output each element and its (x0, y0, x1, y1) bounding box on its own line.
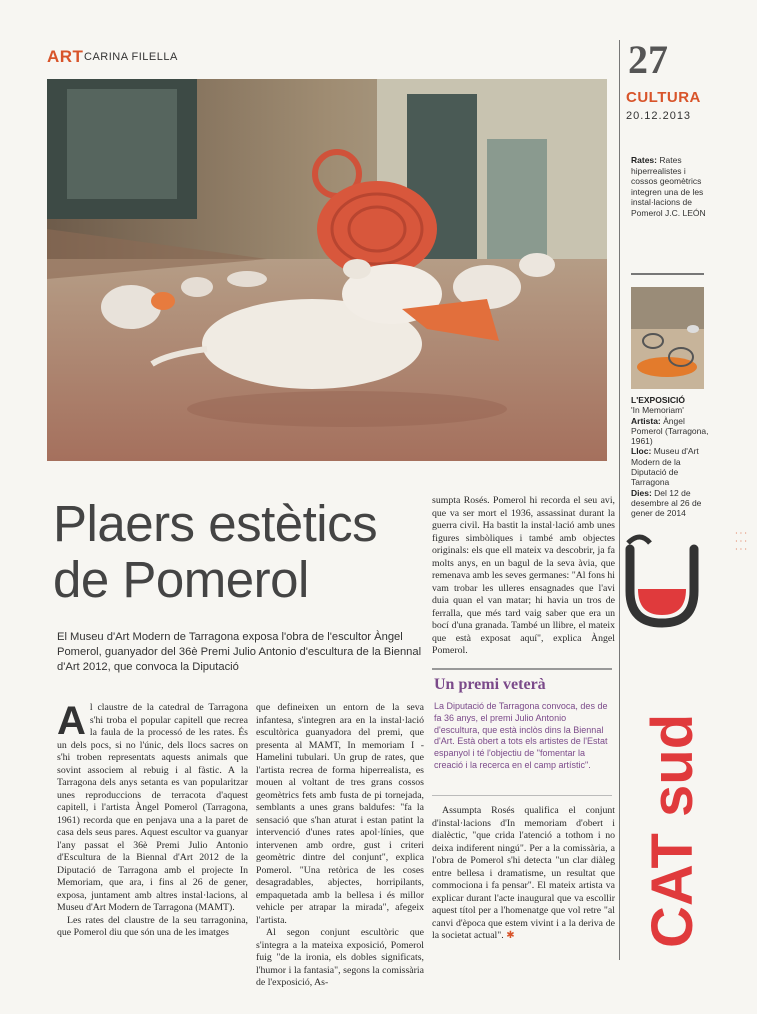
body-paragraph-text: Assumpta Rosés qualifica el conjunt d'instal·lacions d'In memoriam d'obert i dialèctic, "que crida l'atenció a tothom i no deixa indiferent ningú". Per a la comissària, a l'obra de Pomerol s'hi detecta "un clar diàleg entre bellesa i dramatisme, un resultat que commociona i fa pensar". El mateix artista va explicar durant l'acte inaugural que va escollir aquest títol per a l'homenatge que vol retre "al canvi d'època que estem vivint i a la deriva de la societat actual". (432, 805, 615, 941)
info-title: L'EXPOSICIÓ (631, 395, 685, 405)
headline-line-1: Plaers estètics (53, 495, 378, 552)
cat-sud-logo-text: CAT sud (642, 713, 702, 948)
info-artist: Àngel Pomerol (Tarragona, 1961) (631, 415, 709, 447)
body-column-3 (432, 495, 615, 658)
cat-sud-logo (642, 686, 702, 948)
issue-date: 20.12.2013 (626, 110, 692, 122)
photo-caption-label: Rates: (631, 155, 657, 165)
body-paragraph: que defineixen un entorn de la seva infantesa, s'integren ara en la instal·lació escultòrica guanyadora del premi, que presenta al MAMT, In memoriam I -Hamelini tubulari. Un grup de rates, que l'artista recrea de forma hiperrealista, es mouen al voltant de tres grans cossos geomètrics fets amb fusta de pi tornejada, semblants a unes grans baldufes: "fa la sensació que s'han aturat i estan patint la intervenció d'unes rates apol·línies, que intervenen amb ordre, gust i criteri geomètric dintre del conjunt", explica Pomerol. "Una retòrica de les coses desagradables, abjectes, horripilants, empaquetada amb la bellesa i és millor vehicle per atrapar la mirada", afegeix l'artista. (256, 702, 424, 926)
body-paragraph: Les rates del claustre de la seu tarragonina, que Pomerol diu que són una de les imatges (57, 914, 248, 938)
info-exhibition: 'In Memoriam' (631, 405, 684, 416)
info-days-label: Dies: (631, 487, 652, 498)
author-byline: CARINA FILELLA (84, 51, 178, 63)
body-paragraph: sumpta Rosés. Pomerol hi recorda el seu avi, que va ser mort el 1936, assassinat durant la guerra civil. Ha bastit la instal·lació amb unes figures simbòliques i també amb objectes originals: els que ell mateix va descobrir, ja fa molts anys, en un bagul de la seva àvia, que remenava amb les seves germanes: "Al fons hi vam trobar les ulleres ensagnades que l'avi duia quan el van matar; hi havia un tros de ferralla, que més tard vaig saber que era un bocí d'una granada. També un llibre, el mateix que està exposat aquí", explica Àngel Pomerol. (432, 495, 615, 656)
box-title: Un premi veterà (434, 676, 546, 693)
photo-caption (631, 155, 711, 218)
standfirst: El Museu d'Art Modern de Tarragona exposa l'obra de l'escultor Àngel Pomerol, guanyador del 36è Premi Julio Antonio d'escultura de la Biennal d'Art 2012, que convoca la Diputació (57, 631, 422, 673)
headline (53, 496, 377, 608)
body-column-3-continued (432, 805, 615, 943)
page-number: 27 (628, 37, 668, 82)
sidebar-section: CULTURA (626, 89, 701, 106)
main-photo (47, 79, 607, 461)
exhibition-info (631, 395, 711, 519)
info-artist-label: Artista: (631, 415, 661, 426)
section-label: ART (47, 47, 84, 66)
drop-cap: A (57, 699, 86, 743)
box-rule-top (432, 668, 612, 670)
u-logo (620, 531, 710, 631)
body-paragraph (432, 805, 615, 943)
sidebar-rule (631, 273, 704, 275)
info-days: Del 12 de desembre al 26 de gener de 2014 (631, 487, 702, 519)
photo-caption-text: Rates hiperrealistes i cossos geomètrics integren una de les instal·lacions de Pomerol J.C. LEÓN (631, 155, 706, 218)
body-column-2 (256, 702, 424, 990)
info-place-label: Lloc: (631, 446, 652, 457)
end-mark: ✱ (506, 930, 515, 941)
box-text: La Diputació de Tarragona convoca, des de fa 36 anys, el premi Julio Antonio d'escultura, que està inclòs dins la Biennal d'Art. Està obert a tots els artistes de l'Estat espanyol i té l'objectiu de "fomentar la creació i la recerca en el camp artístic". (434, 701, 608, 770)
exhibition-thumbnail (631, 287, 704, 389)
body-paragraph: l claustre de la catedral de Tarragona s'hi troba el popular capitell que recrea la faula de la processó de les rates. És un dels pocs, si no l'únic, dels llocs sacres on s'hi troben representats aquests animals que sovint associem al rebuig i al fàstic. A la Tarragona dels anys setanta es van popularitzar unes reproduccions de terracota d'aquest capitell, i l'artista Àngel Pomerol (Tarragona, 1961) recorda que en penjava una a la paret de casa dels seus pares. Aquest escultor va guanyar l'any passat el 36è Premi Julio Antonio d'Escultura de la Biennal d'Art 2012 de la Diputació de Tarragona amb el projecte In Memoriam, que ara, i fins al 26 de gener, exposa, juntament amb altres instal·lacions, al Museu d'Art Modern de Tarragona (MAMT). (57, 702, 248, 913)
headline-line-2: de Pomerol (53, 551, 309, 608)
info-place: Museu d'Art Modern de la Diputació de Tarragona (631, 446, 699, 488)
box-rule-bottom (432, 795, 612, 796)
decorative-dots: · · · · · · · · · (735, 529, 747, 554)
body-paragraph: Al segon conjunt escultòric que s'integra a la mateixa exposició, Pomerol fuig "de la ironia, els dobles significats, l'humor i la fantasia", segons la comissària de l'exposició, As- (256, 927, 424, 988)
sidebar-divider (619, 40, 620, 960)
body-column-1 (57, 699, 248, 940)
